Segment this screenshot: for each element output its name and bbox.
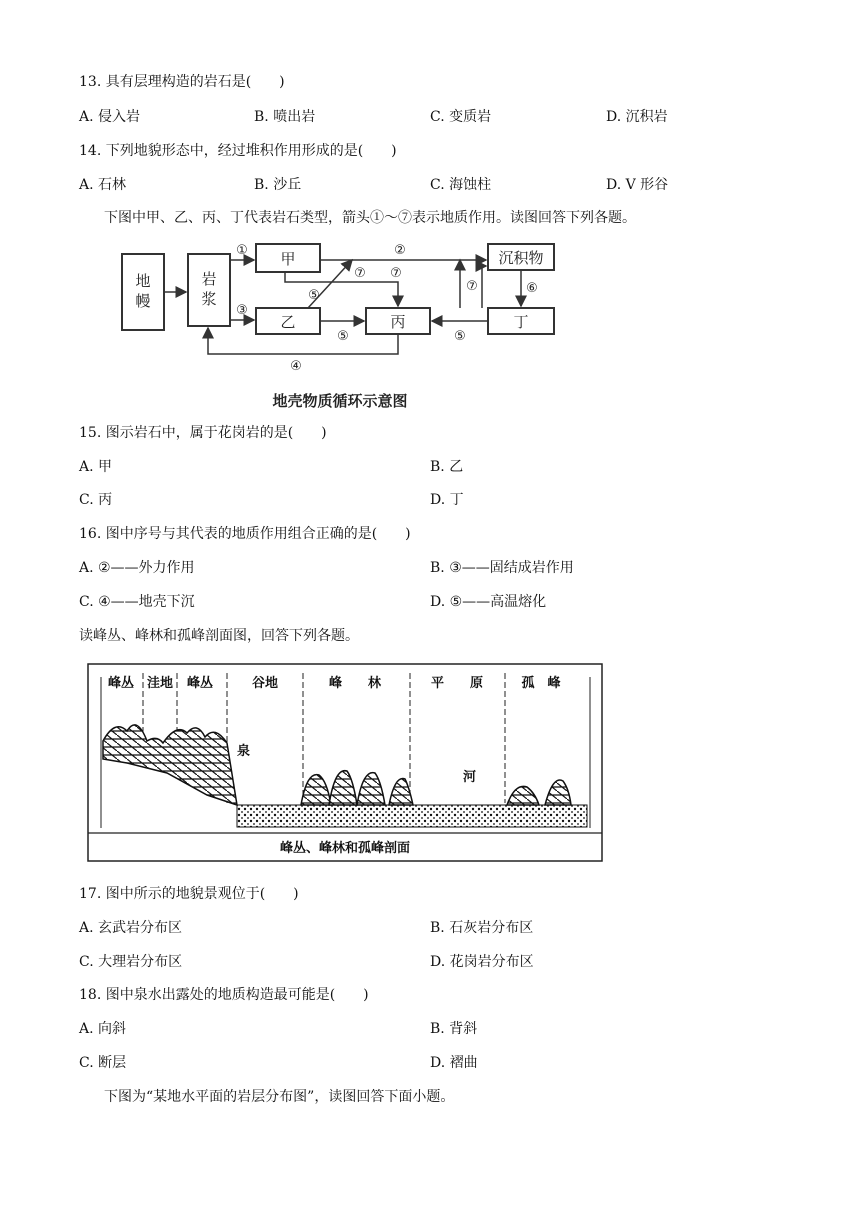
yi-label: 乙 (280, 313, 296, 331)
q17-option-c: C. 大理岩分布区 (79, 954, 183, 970)
q13-option-d: D. 沉积岩 (606, 109, 668, 125)
q18-option-c: C. 断层 (79, 1055, 127, 1071)
q15-option-d: D. 丁 (430, 492, 464, 508)
q13-option-c: C. 变质岩 (430, 109, 492, 125)
river-label: 河 (463, 770, 477, 785)
header-gufeng: 孤 峰 (521, 676, 561, 691)
q15-option-c: C. 丙 (79, 492, 113, 508)
q13-option-a: A. 侵入岩 (79, 109, 141, 125)
spring-label: 泉 (237, 744, 251, 759)
q16-option-d: D. ⑤——高温熔化 (430, 594, 547, 610)
intro-rock-cycle: 下图中甲、乙、丙、丁代表岩石类型，箭头①～⑦表示地质作用。读图回答下列各题。 (104, 210, 636, 226)
q13-option-b: B. 喷出岩 (254, 109, 316, 125)
q15-option-a: A. 甲 (79, 459, 113, 475)
q14-option-b: B. 沙丘 (254, 177, 302, 193)
question-14-stem: 14. 下列地貌形态中，经过堆积作用形成的是( ) (79, 143, 397, 159)
q14-option-d: D. V 形谷 (606, 177, 669, 193)
q14-option-a: A. 石林 (79, 177, 127, 193)
question-18-stem: 18. 图中泉水出露处的地质构造最可能是( ) (79, 987, 369, 1003)
q14-option-c: C. 海蚀柱 (430, 177, 492, 193)
mantle-label-1: 地 (135, 272, 151, 290)
magma-label-2: 浆 (201, 290, 217, 308)
question-16-stem: 16. 图中序号与其代表的地质作用组合正确的是( ) (79, 526, 411, 542)
mantle-label-2: 幔 (135, 292, 151, 310)
magma-label-1: 岩 (201, 270, 217, 288)
label-3: ③ (236, 303, 248, 318)
label-2: ② (394, 243, 406, 258)
rock-cycle-diagram (110, 236, 570, 416)
q15-option-b: B. 乙 (430, 459, 464, 475)
karst-profile-diagram (87, 663, 603, 862)
label-7-b: ⑦ (390, 266, 402, 281)
header-wadi: 洼地 (146, 676, 174, 691)
intro-karst-profile: 读峰丛、峰林和孤峰剖面图，回答下列各题。 (79, 628, 359, 644)
label-5-jia: ⑤ (308, 288, 320, 303)
soil-layer (237, 805, 587, 827)
q16-option-b: B. ③——固结成岩作用 (430, 560, 574, 576)
ding-label: 丁 (513, 313, 529, 331)
jia-label: 甲 (280, 250, 296, 268)
intro-rock-layer-map: 下图为“某地水平面的岩层分布图”，读图回答下面小题。 (104, 1089, 455, 1105)
header-fengcong-2: 峰丛 (186, 676, 214, 691)
q17-option-b: B. 石灰岩分布区 (430, 920, 534, 936)
label-7-c: ⑦ (466, 279, 478, 294)
header-fenglin: 峰 林 (328, 676, 382, 691)
q17-option-d: D. 花岗岩分布区 (430, 954, 534, 970)
q18-option-d: D. 褶曲 (430, 1055, 478, 1071)
arrow-5-jia-bing (285, 272, 398, 306)
label-1: ① (236, 243, 248, 258)
q18-option-a: A. 向斜 (79, 1021, 127, 1037)
question-13-stem: 13. 具有层理构造的岩石是( ) (79, 74, 285, 90)
profile-caption: 峰丛、峰林和孤峰剖面 (279, 841, 411, 856)
question-15-stem: 15. 图示岩石中，属于花岗岩的是( ) (79, 425, 327, 441)
label-4: ④ (290, 359, 302, 374)
q18-option-b: B. 背斜 (430, 1021, 478, 1037)
header-gudi: 谷地 (251, 676, 279, 691)
label-5-ding: ⑤ (454, 329, 466, 344)
sediment-label: 沉积物 (498, 249, 544, 267)
label-5-yi: ⑤ (337, 329, 349, 344)
label-6: ⑥ (526, 281, 538, 296)
label-7-a: ⑦ (354, 266, 366, 281)
q16-option-c: C. ④——地壳下沉 (79, 594, 195, 610)
question-17-stem: 17. 图中所示的地貌景观位于( ) (79, 886, 299, 902)
bing-label: 丙 (390, 313, 406, 331)
header-pingyuan: 平 原 (430, 676, 484, 691)
header-fengcong-1: 峰丛 (107, 676, 135, 691)
q16-option-a: A. ②——外力作用 (79, 560, 195, 576)
q17-option-a: A. 玄武岩分布区 (79, 920, 183, 936)
arrow-7-ding (482, 266, 486, 308)
rock-cycle-caption: 地壳物质循环示意图 (272, 392, 408, 410)
